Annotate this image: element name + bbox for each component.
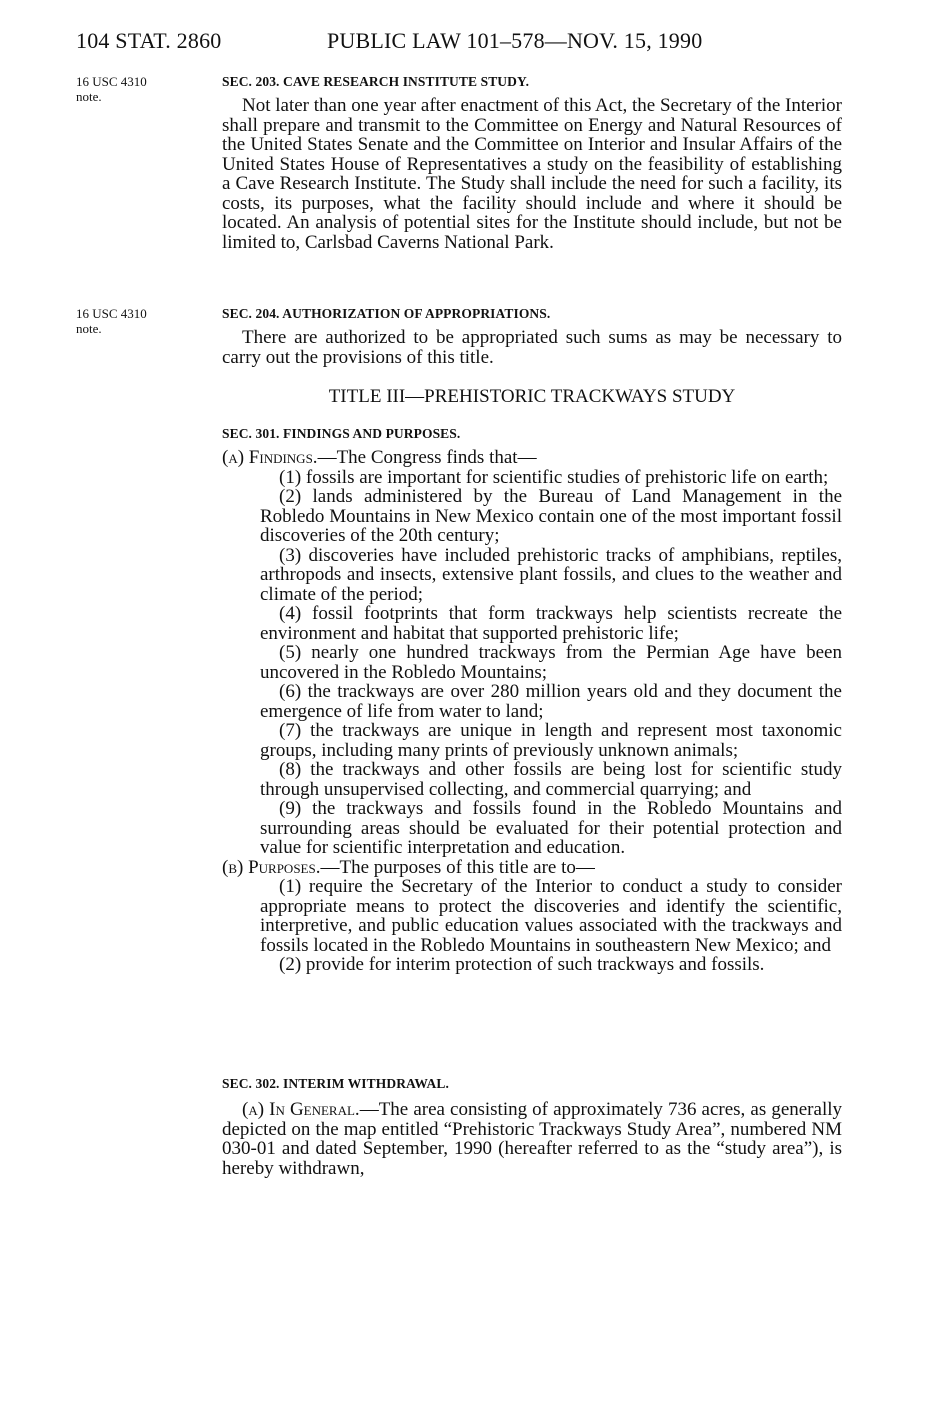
section-302-heading: SEC. 302. INTERIM WITHDRAWAL. bbox=[222, 1076, 449, 1091]
section-203-body bbox=[222, 96, 842, 252]
section-301-body bbox=[222, 448, 842, 975]
section-204-heading: SEC. 204. AUTHORIZATION OF APPROPRIATIONS. bbox=[222, 306, 551, 321]
margin-note-citation: 16 USC 4310 bbox=[76, 74, 147, 89]
section-302-paragraph bbox=[222, 1100, 842, 1178]
finding-item: (7) the trackways are unique in length and represent most taxonomic groups, including many prints of previously unknown animals; bbox=[260, 720, 842, 761]
section-203-heading: SEC. 203. CAVE RESEARCH INSTITUTE STUDY. bbox=[222, 74, 530, 89]
title-iii-heading: TITLE III—PREHISTORIC TRACKWAYS STUDY bbox=[328, 386, 736, 407]
page-stat-reference: 104 STAT. 2860 bbox=[76, 28, 222, 53]
margin-note-citation: 16 USC 4310 bbox=[76, 306, 147, 321]
finding-item: (9) the trackways and fossils found in the Robledo Mountains and surrounding areas should be evaluated for their potential protection and value for scientific interpretation and education. bbox=[260, 798, 842, 858]
findings-subsection-lead bbox=[222, 448, 842, 468]
finding-item: (4) fossil footprints that form trackways help scientists recreate the environment and habitat that supported prehistoric life; bbox=[260, 603, 842, 644]
purposes-subsection-lead bbox=[222, 858, 842, 878]
finding-item: (5) nearly one hundred trackways from the Permian Age have been uncovered in the Robledo Mountains; bbox=[260, 642, 842, 683]
finding-item: (2) lands administered by the Bureau of Land Management in the Robledo Mountains in New Mexico contain one of the most important fossil discoveries of the 20th century; bbox=[260, 486, 842, 546]
in-general-text: —The area consisting of approximately 736 acres, as generally depicted on the map entitled “Prehistoric Trackways Study Area”, numbered NM 030-01 and dated September, 1990 (hereafter referred to as the “study area”), is hereby withdrawn, bbox=[222, 1099, 842, 1179]
section-302-body bbox=[222, 1100, 842, 1178]
purpose-item: (1) require the Secretary of the Interior to conduct a study to consider appropriate means to protect the discoveries and identify the scientific, interpretive, and public education values associated with the trackways and fossils located in the Robledo Mountains in southeastern New Mexico; and bbox=[260, 876, 842, 956]
purposes-intro: —The purposes of this title are to— bbox=[320, 856, 595, 878]
margin-note-2 bbox=[76, 306, 196, 336]
section-204-body bbox=[222, 328, 842, 367]
finding-item: (3) discoveries have included prehistoric tracks of amphibians, reptiles, arthropods and insects, extensive plant fossils, and clues to the weather and climate of the period; bbox=[260, 544, 842, 605]
in-general-label: (a) In General. bbox=[242, 1099, 360, 1120]
page-law-reference: PUBLIC LAW 101–578—NOV. 15, 1990 bbox=[327, 28, 703, 53]
section-203-paragraph: Not later than one year after enactment of this Act, the Secretary of the Interior shall prepare and transmit to the Committee on Energy and Natural Resources of the United States Senate and the Committee on Interior and Insular Affairs of the United States House of Representatives a study on the feasibility of establishing a Cave Research Institute. The Study shall include the need for such a facility, its costs, its purposes, what the facility should include and where it should be located. An analysis of potential sites for the Institute should include, but not be limited to, Carlsbad Caverns National Park. bbox=[222, 95, 842, 253]
purposes-label: (b) Purposes. bbox=[222, 856, 321, 878]
margin-note-label: note. bbox=[76, 321, 102, 336]
margin-note-label: note. bbox=[76, 89, 102, 104]
finding-item: (6) the trackways are over 280 million years old and they document the emergence of life from water to land; bbox=[260, 681, 842, 722]
section-204-paragraph: There are authorized to be appropriated such sums as may be necessary to carry out the provisions of this title. bbox=[222, 327, 842, 368]
section-301-heading: SEC. 301. FINDINGS AND PURPOSES. bbox=[222, 426, 461, 441]
purpose-item: (2) provide for interim protection of such trackways and fossils. bbox=[279, 954, 765, 975]
finding-item: (1) fossils are important for scientific studies of prehistoric life on earth; bbox=[279, 466, 829, 488]
finding-item: (8) the trackways and other fossils are being lost for scientific study through unsupervised collecting, and commercial quarrying; and bbox=[260, 759, 842, 800]
findings-intro: —The Congress finds that— bbox=[317, 447, 537, 468]
margin-note-1 bbox=[76, 74, 196, 104]
findings-label: (a) Findings. bbox=[222, 447, 318, 468]
